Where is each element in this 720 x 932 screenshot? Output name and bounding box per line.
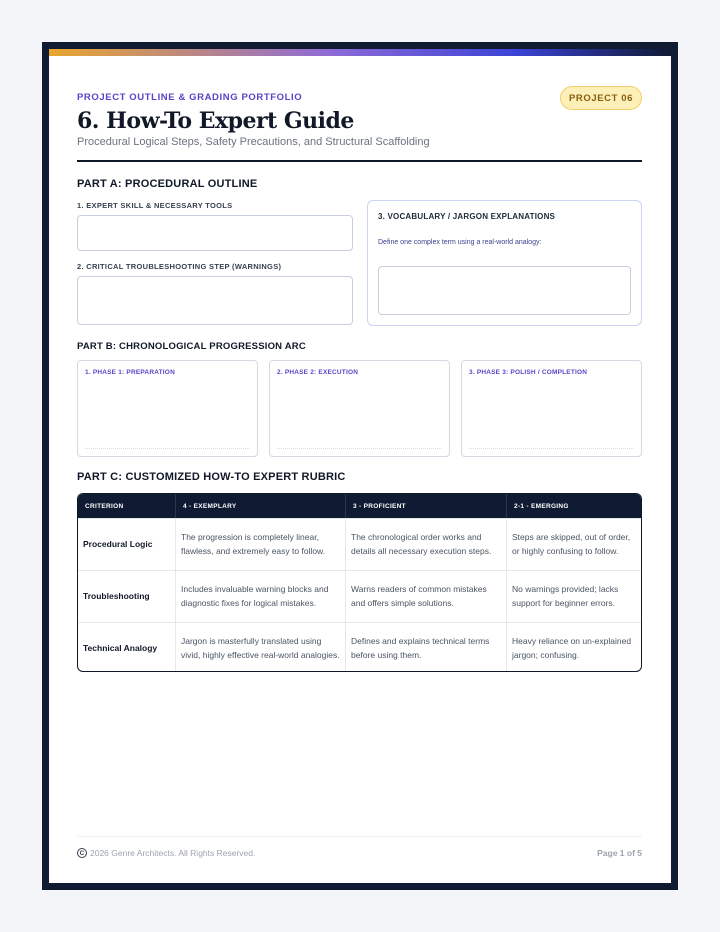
criterion-cell: Troubleshooting [78, 571, 176, 622]
skill-tools-input[interactable] [77, 215, 353, 251]
eyebrow-label: PROJECT OUTLINE & GRADING PORTFOLIO [77, 92, 303, 103]
phase-3-label: 3. PHASE 3: POLISH / COMPLETION [469, 369, 588, 376]
table-cell: Jargon is masterfully translated using vivid, highly effective real-world analogies. [176, 623, 346, 672]
vocabulary-hint: Define one complex term using a real-world analogy: [378, 239, 542, 246]
accent-bar [49, 49, 671, 56]
vocabulary-title: 3. VOCABULARY / JARGON EXPLANATIONS [378, 212, 556, 221]
table-cell: No warnings provided; lacks support for beginner errors. [512, 584, 619, 608]
phase-3-box[interactable] [461, 360, 642, 457]
phase-2-box[interactable] [269, 360, 450, 457]
rubric-table [77, 493, 642, 672]
page-number: Page 1 of 5 [597, 848, 642, 858]
vocabulary-card [367, 200, 642, 326]
table-cell: Warns readers of common mistakes and offers simple solutions. [346, 571, 507, 622]
table-cell: Includes invaluable warning blocks and diagnostic fixes for logical mistakes. [176, 571, 346, 622]
table-cell: The progression is completely linear, flawless, and extremely easy to follow. [176, 519, 346, 570]
page-frame [42, 42, 678, 890]
criterion-cell: Technical Analogy [78, 623, 176, 672]
table-cell: Heavy reliance on un-explained jargon; confusing. [512, 636, 632, 660]
copyright-text: 2026 Genre Architects. All Rights Reserved. [90, 848, 256, 858]
table-cell: The chronological order works and details all necessary execution steps. [346, 519, 507, 570]
table-row [78, 518, 641, 570]
part-a-title: PART A: PROCEDURAL OUTLINE [77, 178, 258, 190]
copyright-icon: C [77, 848, 87, 858]
table-row [78, 570, 641, 622]
table-row [78, 622, 641, 672]
writing-line [85, 448, 250, 449]
vocabulary-input[interactable] [378, 266, 631, 315]
project-badge: PROJECT 06 [560, 86, 642, 110]
skill-tools-label: 1. EXPERT SKILL & NECESSARY TOOLS [77, 201, 233, 210]
table-cell: Defines and explains technical terms before using them. [346, 623, 507, 672]
phase-1-box[interactable] [77, 360, 258, 457]
rubric-header-row [78, 494, 641, 518]
rubric-header-exemplary: 4 - EXEMPLARY [176, 494, 346, 518]
footer-divider [77, 836, 642, 837]
writing-line [277, 448, 442, 449]
phase-2-label: 2. PHASE 2: EXECUTION [277, 369, 359, 376]
criterion-cell: Procedural Logic [78, 519, 176, 570]
rubric-header-proficient: 3 - PROFICIENT [346, 494, 507, 518]
table-cell: Steps are skipped, out of order, or highly confusing to follow. [512, 532, 631, 556]
troubleshooting-label: 2. CRITICAL TROUBLESHOOTING STEP (WARNINGS) [77, 262, 282, 271]
writing-line [469, 448, 634, 449]
troubleshooting-input[interactable] [77, 276, 353, 325]
copyright-notice [77, 848, 255, 858]
page-subtitle: Procedural Logical Steps, Safety Precautions, and Structural Scaffolding [77, 136, 430, 148]
header-divider [77, 160, 642, 162]
rubric-header-criterion: CRITERION [78, 494, 176, 518]
phase-1-label: 1. PHASE 1: PREPARATION [85, 369, 175, 376]
part-c-title: PART C: CUSTOMIZED HOW-TO EXPERT RUBRIC [77, 471, 346, 483]
part-b-title: PART B: CHRONOLOGICAL PROGRESSION ARC [77, 341, 306, 352]
page-title: 6. How-To Expert Guide [77, 108, 354, 134]
worksheet-page [49, 49, 671, 883]
rubric-header-emerging: 2-1 - EMERGING [514, 502, 569, 510]
